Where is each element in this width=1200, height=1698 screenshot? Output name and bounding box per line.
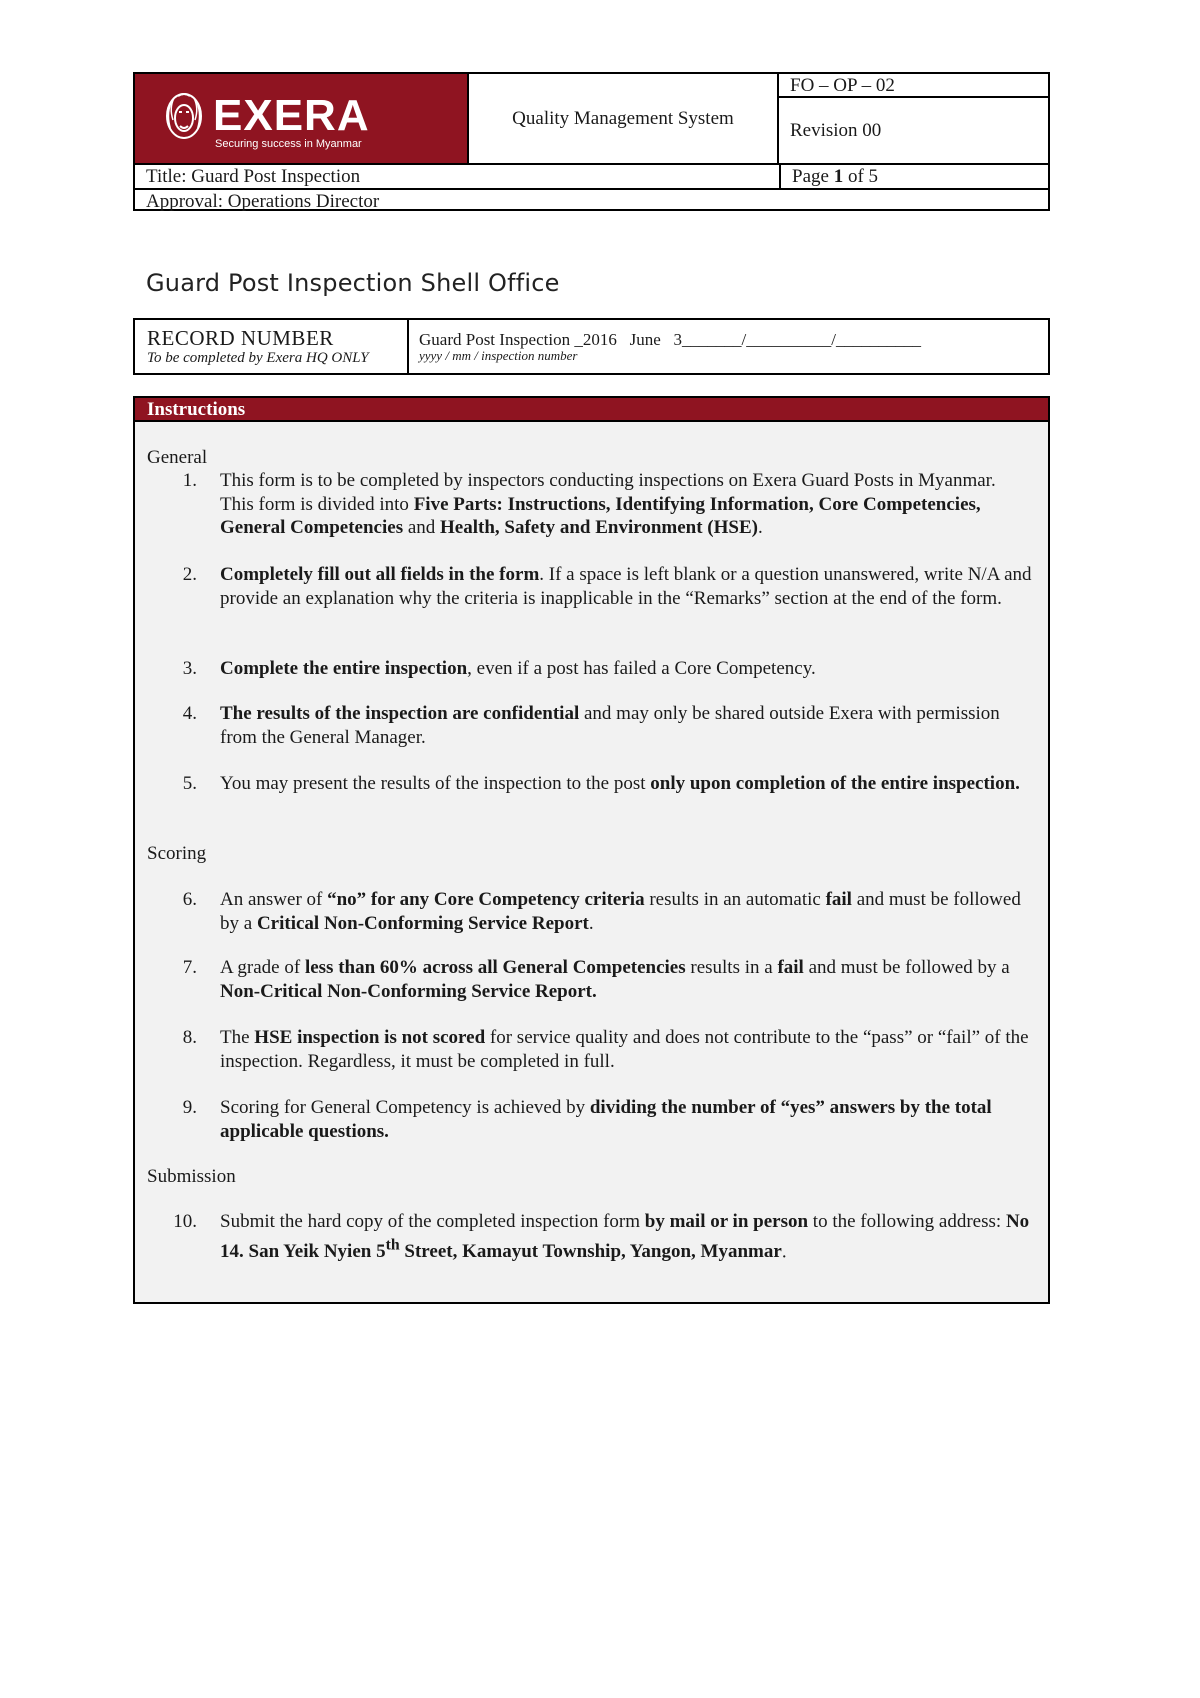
- record-number-table: [133, 318, 1050, 375]
- exera-logo: [135, 74, 469, 163]
- logo-tagline: Securing success in Myanmar: [215, 138, 362, 150]
- logo-wordmark: EXERA: [213, 91, 370, 140]
- title-row: [135, 163, 1048, 188]
- document-title: Title: Guard Post Inspection: [146, 166, 361, 187]
- page-suffix: of 5: [843, 166, 879, 187]
- logo-cell: [135, 74, 469, 163]
- page-number: 1: [833, 166, 844, 187]
- header-table: [133, 72, 1050, 211]
- record-format-hint: yyyy / mm / inspection number: [419, 348, 578, 363]
- page-title: Guard Post Inspection Shell Office: [146, 269, 560, 297]
- section-general: General: [147, 447, 208, 468]
- record-label: RECORD NUMBER: [147, 326, 334, 350]
- instructions-header: Instructions: [135, 398, 1048, 422]
- page-indicator: [779, 165, 1048, 188]
- page-prefix: Page: [792, 166, 834, 187]
- instructions-box: Instructions General 1. This form is to be completed by inspectors conducting inspections on Exera Guard Posts in Myanmar. This form is divided into Five Parts: Instructions, Identifying Information, Core Competencies, General Competencies and Health, Safety and Environment (HSE). 2. Completely fill out all fields in the form. If a space is left blank or a question unanswered, write N/A and provide an explanation why the criteria is inapplicable in the “Remarks” section at the end of the form. 3. Complete the entire inspection, even if a post has failed a Core Competency. 4. The results of the inspection are confidential and may only be shared outside Exera with permission from the General Manager. 5. You may present the results of the inspection to the post only upon completion of the entire inspection. Scoring 6. An answer of “no” for any Core Competency criteria results in an automatic fail and must be followed by a Critical Non-Conforming Service Report. 7. A grade of less than 60% across all General Competencies results in a fail and must be followed by a Non-Critical Non-Conforming Service Report. 8. The HSE inspection is not scored for service quality and does not contribute to the “pass” or “fail” of the inspection. Regardless, it must be completed in full. 9. Scoring for General Competency is achieved by dividing the number of “yes” answers by the total applicable questions. Submission 10. Submit the hard copy of the completed inspection form by mail or in person to the following address: No 14. San Yeik Nyien 5th Street, Kamayut Township, Yangon, Myanmar.: [133, 396, 1050, 1304]
- lion-icon: [167, 94, 201, 138]
- form-code: FO – OP – 02: [779, 74, 1048, 98]
- record-label-cell: [135, 320, 409, 373]
- approval: Approval: Operations Director: [135, 188, 1048, 209]
- record-note: To be completed by Exera HQ ONLY: [147, 350, 369, 366]
- section-submission: Submission: [147, 1166, 236, 1187]
- record-number-field: Guard Post Inspection _2016 June 3_______/__________/__________: [419, 330, 921, 349]
- record-value-cell: [409, 320, 1048, 373]
- revision: Revision 00: [790, 120, 882, 141]
- section-scoring: Scoring: [147, 843, 207, 864]
- system-name: Quality Management System: [469, 74, 779, 163]
